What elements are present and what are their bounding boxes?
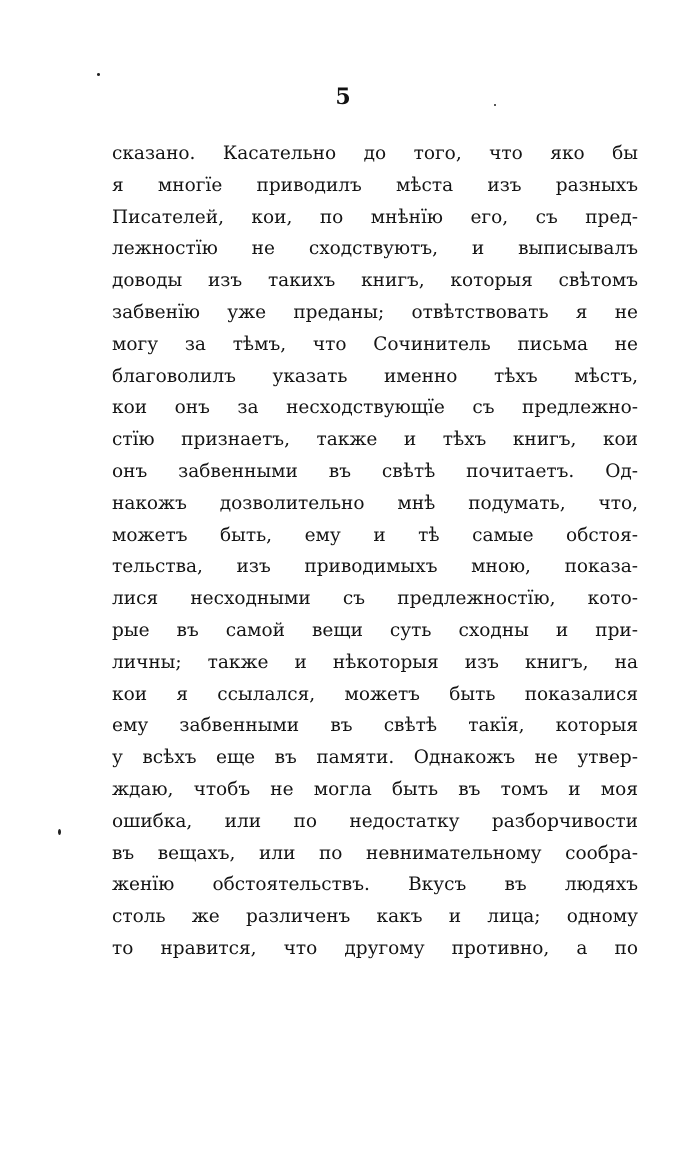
paper-speck: [58, 829, 61, 835]
text-line: женїю обстоятельствъ. Вкусъ въ людяхъ: [112, 874, 638, 896]
text-line: столь же различенъ какъ и лица; одному: [112, 906, 638, 928]
text-line: ошибка, или по недостатку разборчивости: [112, 810, 638, 832]
text-line: благоволилъ указать именно тѣхъ мѣстъ,: [112, 365, 638, 387]
paper-speck: [97, 73, 100, 76]
text-line: онъ забвенными въ свѣтѣ почитаетъ. Од-: [112, 460, 638, 482]
text-line: у всѣхъ еще въ памяти. Однакожъ не утвер-: [112, 747, 638, 769]
text-line: тельства, изъ приводимыхъ мною, показа-: [112, 556, 638, 578]
text-line: ему забвенными въ свѣтѣ такїя, которыя: [112, 715, 638, 737]
text-line: лися несходными съ предлежностїю, кото-: [112, 588, 638, 610]
text-line: забвенїю уже преданы; отвѣтствовать я не: [112, 301, 638, 323]
text-line: Писателей, кои, по мнѣнїю его, съ пред-: [112, 206, 638, 228]
text-line: личны; также и нѣкоторыя изъ книгъ, на: [112, 651, 638, 673]
text-line: ждаю, чтобъ не могла быть въ томъ и моя: [112, 778, 638, 800]
text-line: въ вещахъ, или по невнимательному сообра-: [112, 842, 638, 864]
text-line: я многїе приводилъ мѣста изъ разныхъ: [112, 174, 638, 196]
text-line: стїю признаетъ, также и тѣхъ книгъ, кои: [112, 429, 638, 451]
page-number: 5: [335, 84, 351, 110]
text-line: доводы изъ такихъ книгъ, которыя свѣтомъ: [112, 270, 638, 292]
text-line: лежностїю не сходствуютъ, и выписывалъ: [112, 238, 638, 260]
text-line: кои онъ за несходствующїе съ предлежно-: [112, 397, 638, 419]
body-text: [112, 138, 638, 965]
text-line: сказано. Касательно до того, что яко бы: [112, 143, 638, 164]
text-line: могу за тѣмъ, что Сочинитель письма не: [112, 333, 638, 355]
text-line: то нравится, что другому противно, а по: [112, 937, 638, 959]
text-line: кои я ссылался, можетъ быть показалися: [112, 683, 638, 705]
text-line: рые въ самой вещи суть сходны и при-: [112, 619, 638, 641]
text-line: можетъ быть, ему и тѣ самые обстоя-: [112, 524, 638, 546]
text-line: накожъ дозволительно мнѣ подумать, что,: [112, 492, 638, 514]
